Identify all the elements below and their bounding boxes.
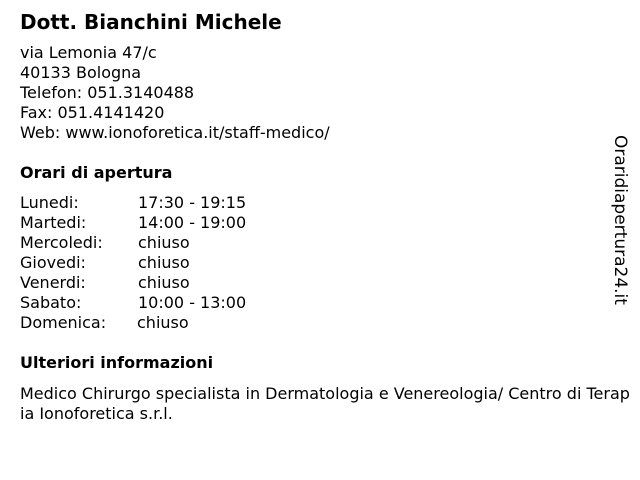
day-hours: chiuso (138, 253, 190, 272)
day-hours: chiuso (138, 273, 190, 292)
city-address: 40133 Bologna (20, 63, 142, 82)
hours-row-friday (20, 273, 280, 293)
day-label: Mercoledi: (20, 233, 103, 252)
day-hours: 17:30 - 19:15 (138, 193, 247, 212)
further-info-text: Medico Chirurgo specialista in Dermatologia e Venereologia/ Centro di Terapia Ionoforetica s.r.l. (20, 384, 630, 423)
contact-block (20, 43, 330, 143)
day-hours: chiuso (138, 233, 190, 252)
hours-row-saturday (20, 293, 280, 313)
hours-row-thursday (20, 253, 280, 273)
day-label: Giovedi: (20, 253, 86, 272)
day-label: Venerdi: (20, 273, 86, 292)
fax-number: Fax: 051.4141420 (20, 103, 165, 122)
street-address: via Lemonia 47/c (20, 43, 157, 62)
day-label: Domenica: (20, 313, 107, 332)
hours-row-tuesday (20, 213, 280, 233)
further-info-heading: Ulteriori informazioni (20, 353, 214, 372)
day-hours: 10:00 - 13:00 (138, 293, 247, 312)
hours-row-wednesday (20, 233, 280, 253)
day-label: Lunedi: (20, 193, 79, 212)
day-hours: 14:00 - 19:00 (138, 213, 247, 232)
doctor-name-heading: Dott. Bianchini Michele (20, 10, 282, 34)
website-link[interactable]: Web: www.ionoforetica.it/staff-medico/ (20, 123, 330, 142)
opening-hours-heading: Orari di apertura (20, 163, 173, 182)
watermark-text: Oraridiapertura24.it (610, 135, 630, 305)
phone-number: Telefon: 051.3140488 (20, 83, 195, 102)
day-label: Sabato: (20, 293, 82, 312)
hours-row-monday (20, 193, 280, 213)
day-label: Martedi: (20, 213, 87, 232)
site-watermark (610, 135, 636, 315)
day-hours: chiuso (137, 313, 189, 332)
hours-row-sunday (20, 313, 280, 333)
opening-hours-table (20, 193, 280, 333)
